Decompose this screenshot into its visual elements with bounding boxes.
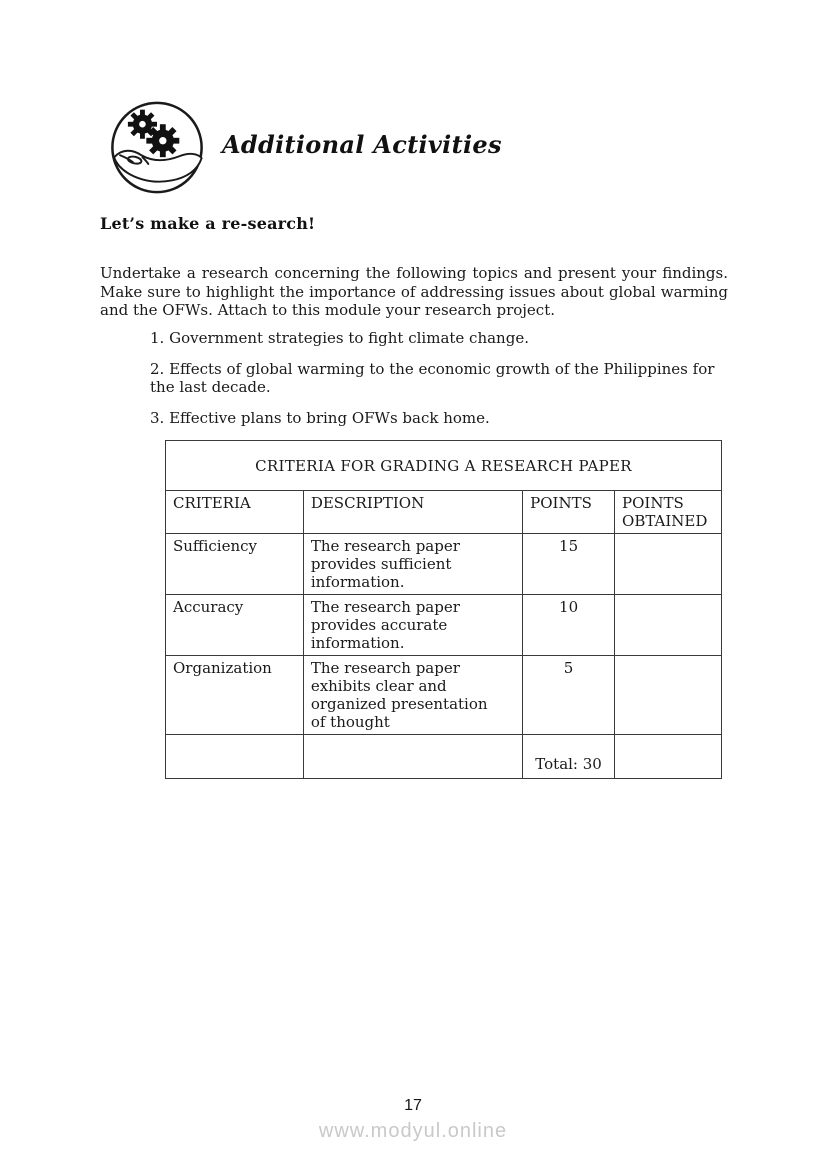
empty-cell bbox=[303, 735, 522, 779]
description-text: The research paper provides accurate information. bbox=[310, 598, 460, 652]
intro-line: Make sure to highlight the importance of addressing issues about global warming bbox=[100, 282, 728, 301]
points-cell: 5 bbox=[523, 656, 615, 735]
column-header-criteria: CRITERIA bbox=[166, 491, 304, 534]
table-row bbox=[166, 656, 722, 735]
points-cell: 10 bbox=[523, 595, 615, 656]
list-item-number: 1. bbox=[150, 329, 165, 347]
intro-line: and the OFWs. Attach to this module your research project. bbox=[100, 301, 555, 319]
list-item-text: Effective plans to bring OFWs back home. bbox=[169, 408, 490, 427]
gear-large bbox=[146, 124, 179, 157]
description-text: The research paper exhibits clear and organized presentation of thought bbox=[310, 659, 488, 731]
points-cell: 15 bbox=[523, 534, 615, 595]
criteria-cell: Organization bbox=[166, 656, 304, 735]
empty-cell bbox=[166, 735, 304, 779]
table-total-row bbox=[166, 735, 722, 779]
criteria-cell: Accuracy bbox=[166, 595, 304, 656]
table-title: CRITERIA FOR GRADING A RESEARCH PAPER bbox=[166, 441, 722, 491]
list-item bbox=[150, 409, 728, 428]
research-topic-list bbox=[150, 329, 728, 439]
table-header-row bbox=[166, 491, 722, 534]
column-header-description: DESCRIPTION bbox=[303, 491, 522, 534]
hand-holding-gears-svg bbox=[108, 99, 206, 196]
page-title: Additional Activities bbox=[222, 130, 502, 159]
table-title-row bbox=[166, 441, 722, 491]
list-item-text: Government strategies to fight climate change. bbox=[169, 329, 529, 347]
list-item bbox=[150, 360, 728, 397]
open-hand bbox=[114, 151, 201, 182]
description-cell bbox=[303, 595, 522, 656]
list-item-text: Effects of global warming to the economic growth of the Philippines for the last decade. bbox=[150, 359, 715, 396]
points-obtained-cell bbox=[615, 595, 722, 656]
points-obtained-cell bbox=[615, 534, 722, 595]
empty-cell bbox=[615, 735, 722, 779]
description-text: The research paper provides sufficient information. bbox=[310, 537, 460, 591]
points-obtained-cell bbox=[615, 656, 722, 735]
grading-rubric-table bbox=[165, 440, 722, 779]
intro-line: Undertake a research concerning the following topics and present your findings. bbox=[100, 264, 728, 282]
list-item-number: 2. bbox=[150, 359, 165, 378]
list-item bbox=[150, 329, 728, 348]
criteria-cell: Sufficiency bbox=[166, 534, 304, 595]
column-header-points: POINTS bbox=[523, 491, 615, 534]
column-header-points-obtained: POINTS OBTAINED bbox=[615, 491, 722, 534]
intro-paragraph bbox=[100, 264, 728, 320]
description-cell bbox=[303, 534, 522, 595]
table-row bbox=[166, 534, 722, 595]
list-item-number: 3. bbox=[150, 408, 165, 427]
description-cell bbox=[303, 656, 522, 735]
hand-holding-gears-icon bbox=[108, 99, 206, 196]
watermark-text: www.modyul.online bbox=[318, 1120, 508, 1142]
activity-subheading: Let’s make a re-search! bbox=[100, 214, 316, 233]
total-points-cell: Total: 30 bbox=[523, 735, 615, 779]
table-row bbox=[166, 595, 722, 656]
page-number: 17 bbox=[404, 1097, 422, 1114]
